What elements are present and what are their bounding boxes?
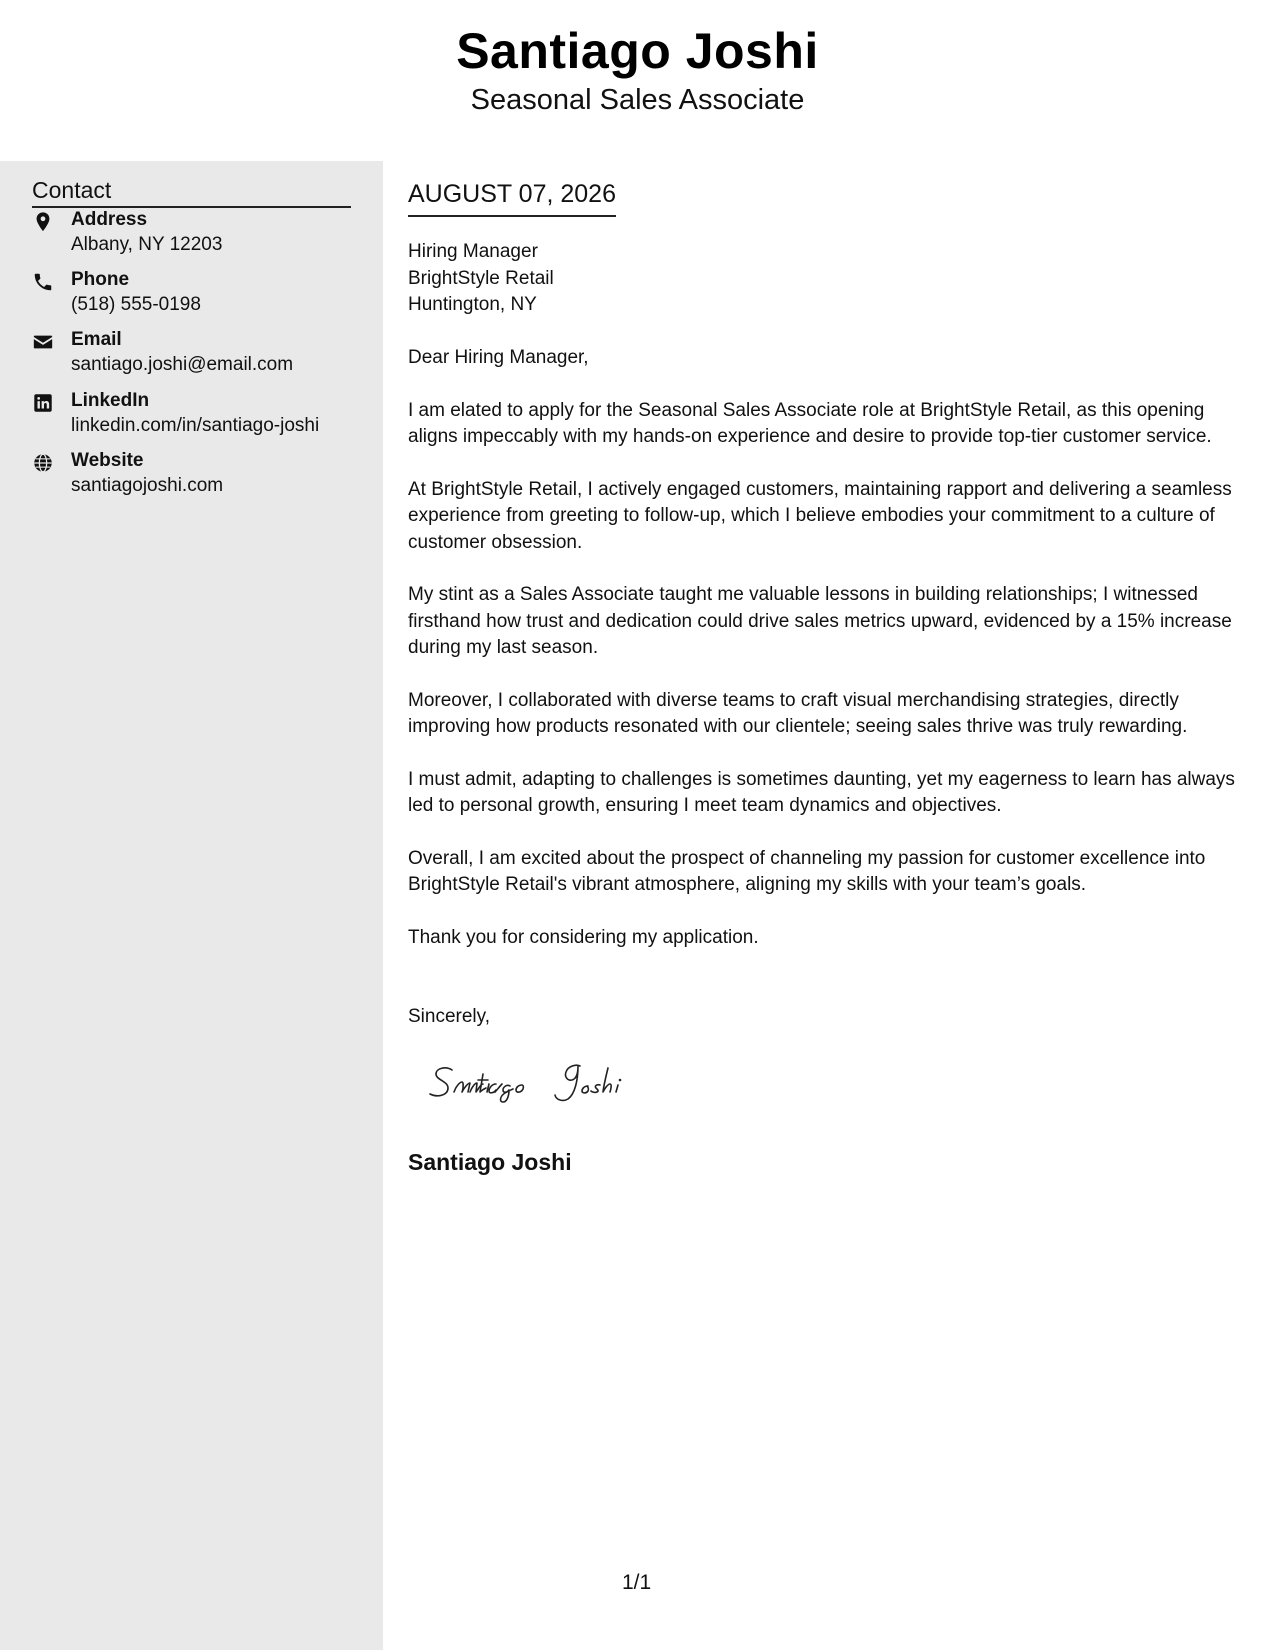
job-title: Seasonal Sales Associate xyxy=(470,84,805,116)
paragraph: At BrightStyle Retail, I actively engaged customers, maintaining rapport and delivering a seamless experience from greeting to follow-up, which I believe embodies your commitment to a culture of customer obsession. xyxy=(408,478,1232,553)
paragraph: I am elated to apply for the Seasonal Sales Associate role at BrightStyle Retail, as this opening aligns impeccably with my hands-on experience and desire to provide top-tier customer service. xyxy=(408,399,1212,447)
contact-sidebar xyxy=(0,161,383,1650)
salutation: Dear Hiring Manager, xyxy=(408,347,589,368)
letter-text xyxy=(408,345,1253,977)
globe-icon xyxy=(32,452,54,474)
paragraph: My stint as a Sales Associate taught me valuable lessons in building relationships; I witnessed firsthand how trust and dedication could drive sales metrics upward, evidenced by a 15% increase during my last season. xyxy=(408,584,1232,658)
paragraph: Moreover, I collaborated with diverse teams to craft visual merchandising strategies, directly improving how products resonated with our clientele; seeing sales thrive was truly rewarding. xyxy=(408,689,1188,737)
letter-date: AUGUST 07, 2026 xyxy=(408,180,616,217)
address-label: Address xyxy=(71,209,148,230)
contact-heading: Contact xyxy=(32,177,351,208)
recipient-block xyxy=(408,239,554,319)
recipient-name: Hiring Manager xyxy=(408,241,538,262)
map-pin-icon xyxy=(32,211,54,233)
email-value: santiago.joshi@email.com xyxy=(71,354,294,375)
email-label: Email xyxy=(71,329,122,350)
recipient-company: BrightStyle Retail xyxy=(408,267,554,289)
letter-header xyxy=(0,0,1275,161)
closing: Sincerely, xyxy=(408,1006,491,1027)
phone-value: (518) 555-0198 xyxy=(71,294,201,315)
applicant-name: Santiago Joshi xyxy=(456,23,819,79)
recipient-location: Huntington, NY xyxy=(408,294,537,315)
linkedin-label: LinkedIn xyxy=(71,390,150,411)
envelope-icon xyxy=(32,331,54,353)
paragraph: Thank you for considering my application. xyxy=(408,926,759,948)
website-label: Website xyxy=(71,450,144,471)
website-value: santiagojoshi.com xyxy=(71,475,224,496)
linkedin-value: linkedin.com/in/santiago-joshi xyxy=(71,415,320,436)
phone-label: Phone xyxy=(71,269,130,290)
handwritten-signature xyxy=(422,1056,652,1116)
paragraph: Overall, I am excited about the prospect of channeling my passion for customer excellence into BrightStyle Retail's vibrant atmosphere, aligning my skills with your team’s goals. xyxy=(408,847,1206,895)
linkedin-icon xyxy=(32,392,54,414)
page-number: 1/1 xyxy=(622,1571,652,1594)
paragraph: I must admit, adapting to challenges is sometimes daunting, yet my eagerness to learn has always led to personal growth, ensuring I meet team dynamics and objectives. xyxy=(408,768,1235,816)
address-value: Albany, NY 12203 xyxy=(71,234,223,255)
phone-icon xyxy=(32,271,54,293)
signer-name: Santiago Joshi xyxy=(408,1149,572,1175)
